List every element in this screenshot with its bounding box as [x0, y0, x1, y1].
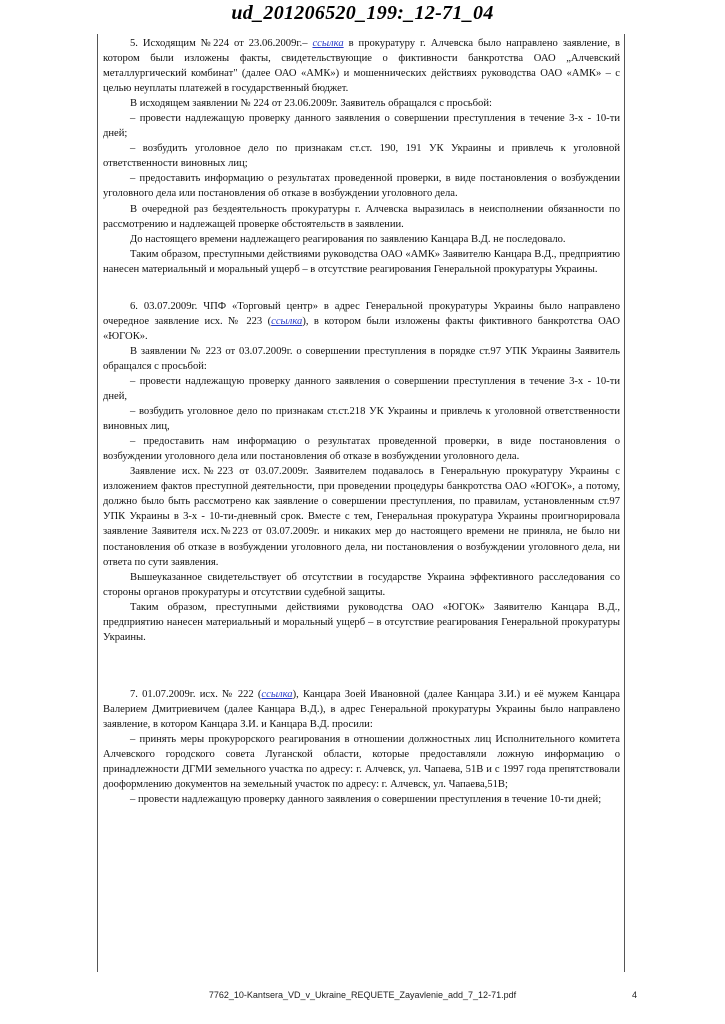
paragraph: – возбудить уголовное дело по признакам ст.ст. 190, 191 УК Украины и привлечь к уголовной ответственности виновных лиц; [103, 143, 620, 170]
page-number: 4 [632, 990, 638, 1000]
paragraph: Заявление исх.№223 от 03.07.2009г. Заявителем подавалось в Генеральную прокуратуру Украины с изложением фактов преступной деятельности, при проведении процедуры банкротства ОАО «ЮГОК», а потому, должно было быть рассмотрено как заявление о совершении преступления, по правилам, установленным ст.97 УПК Украины в 3-х - 10-ти-дневный срок. Вместе с тем, Генеральная прокуратура Украины проигнорировала заявление Заявителя исх.№223 от 03.07.2009г. и никаких мер до настоящего времени не приняла, не было ни постановления об отказе в возбуждении уголовного дела, ни постановления о возбуждении уголовного дела, ни ответа по сути заявления. [103, 466, 620, 568]
paragraph: – возбудить уголовное дело по признакам ст.ст.218 УК Украины и привлечь к уголовной ответственности виновных лиц, [103, 406, 620, 433]
section-spacer [103, 645, 620, 687]
paragraph: – провести надлежащую проверку данного заявления о совершении преступления в течение 3-х - 10-ти дней, [103, 375, 620, 403]
paragraph: 5. Исходящим №224 от 23.06.2009г.– ссылка в прокуратуру г. Алчевска было направлено заявление, в котором были изложены факты, свидетельствующие о фиктивности банкротства ОАО „Алчевский металлургический комбинат" (далее ОАО «АМК») и мошеннических действиях руководства ОАО «АМК» – с целью неуплаты платежей в государственный бюджет. [103, 38, 620, 95]
paragraph: В заявлении № 223 от 03.07.2009г. о совершении преступления в порядке ст.97 УПК Украины Заявитель обращался с просьбой: [103, 345, 620, 372]
paragraph: – провести надлежащую проверку данного заявления о совершении преступления в течение 10-ти дней; [130, 794, 602, 806]
paragraph: До настоящего времени надлежащего реагирования по заявлению Канцара В.Д. не последовало. [130, 233, 566, 245]
section-spacer [103, 277, 620, 299]
paragraph: В очередной раз бездеятельность прокуратуры г. Алчевска выразилась в неисполнении обязанности по рассмотрению и надлежащей проверке обстоятельств в заявлении. [103, 203, 620, 230]
document-body [103, 36, 620, 807]
paragraph: 7. 01.07.2009г. исх. № 222 (ссылка), Канцара Зоей Ивановной (далее Канцара З.И.) и её мужем Канцара Валерием Дмитриевичем (далее Канцара В.Д.), в адрес Генеральной прокуратуры Украины было направлено заявление, в котором Канцара З.И. и Канцара В.Д. просили: [103, 688, 620, 730]
paragraph: – предоставить нам информацию о результатах проведенной проверки, в виде постановления о возбуждении уголовного дела или постановления об отказе в возбуждении уголовного дела. [103, 436, 620, 463]
paragraph: Вышеуказанное свидетельствует об отсутствии в государстве Украина эффективного расследования со стороны органов прокуратуры и отсутствии судебной защиты. [103, 571, 620, 598]
paragraph: – предоставить информацию о результатах проведенной проверки, в виде постановления о возбуждении уголовного дела или постановления об отказе в возбуждении уголовного дела. [103, 173, 620, 200]
reference-link[interactable]: ссылка [312, 38, 344, 49]
paragraph: В исходящем заявлении № 224 от 23.06.2009г. Заявитель обращался с просьбой: [130, 98, 492, 110]
paragraph: Таким образом, преступными действиями руководства ОАО «ЮГОК» Заявителю Канцара В.Д., предприятию нанесен материальный и моральный ущерб – в отсутствие реагирования Генеральной прокуратуры Украины. [103, 601, 620, 643]
paragraph: Таким образом, преступными действиями руководства ОАО «АМК» Заявителю Канцара В.Д., предприятию нанесен материальный и моральный ущерб – в отсутствие реагирования Генеральной прокуратуры Украины. [103, 248, 620, 275]
paragraph: – принять меры прокурорского реагирования в отношении должностных лиц Исполнительного комитета Алчевского городского совета Луганской области, которые предоставляли ложную информацию о принадлежности ДГМИ земельного участка по адресу: г. Алчевск, ул. Чапаева, 51В и с 1997 года препятствовали дооформлению документов на земельный участок по адресу: г. Алчевск, ул. Чапаева,51В; [103, 733, 620, 791]
paragraph: 6. 03.07.2009г. ЧПФ «Торговый центр» в адрес Генеральной прокуратуры Украины было направлено очередное заявление исх. № 223 (ссылка), в котором были изложены факты фиктивного банкротства ОАО «ЮГОК». [103, 300, 620, 342]
footer-filename: 7762_10-Kantsera_VD_v_Ukraine_REQUETE_Zayavlenie_add_7_12-71.pdf [208, 990, 517, 1000]
reference-link[interactable]: ссылка [271, 315, 303, 327]
document-header [0, 2, 725, 25]
reference-link[interactable]: ссылка [261, 688, 293, 700]
paragraph: – провести надлежащую проверку данного заявления о совершении преступления в течение 3-х - 10-ти дней; [103, 113, 620, 140]
header-title: ud_201206520_199:_12-71_04 [231, 2, 494, 24]
